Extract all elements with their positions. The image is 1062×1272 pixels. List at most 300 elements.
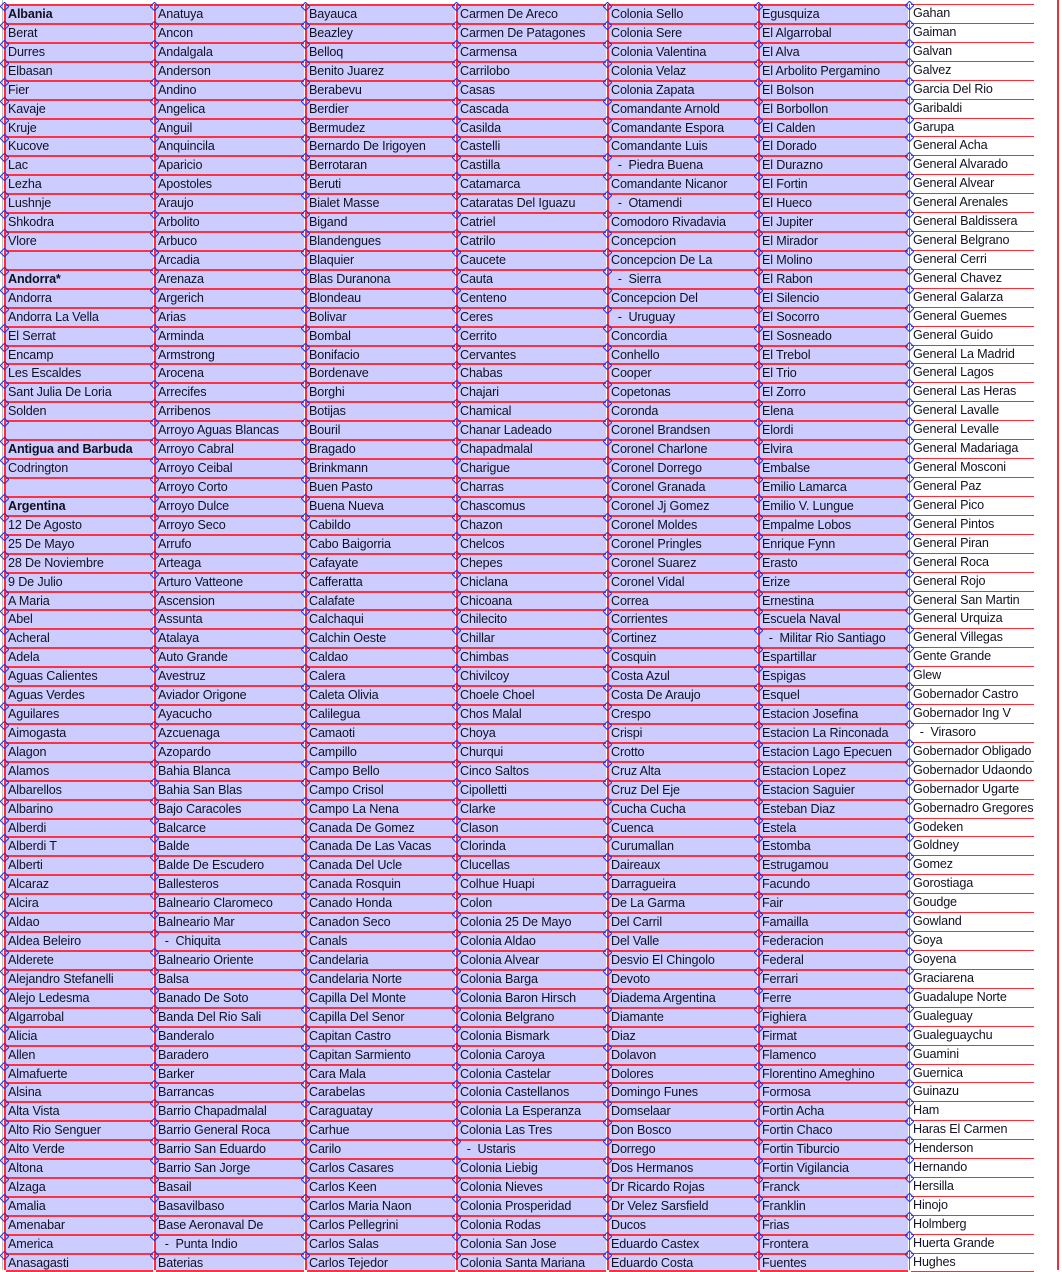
place-entry [760, 99, 908, 118]
place-name: Balneario Claromeco [158, 896, 273, 911]
place-name: Alamos [8, 763, 50, 778]
place-name: Canals [309, 934, 348, 949]
place-entry [458, 723, 606, 742]
place-entry [458, 1045, 606, 1064]
place-entry [458, 950, 606, 969]
place-entry [760, 704, 908, 723]
place-name: Henderson [913, 1141, 974, 1156]
place-entry [156, 193, 304, 212]
place-name: El Arbolito Pergamino [762, 63, 880, 78]
place-entry [156, 1064, 304, 1083]
place-name: Chivilcoy [460, 669, 510, 684]
place-entry [458, 401, 606, 420]
place-name: Balneario Mar [158, 915, 235, 930]
place-entry [609, 1082, 757, 1101]
place-entry [609, 1215, 757, 1234]
place-name: Federacion [762, 934, 824, 949]
place-name: 9 De Julio [8, 574, 63, 589]
place-entry [6, 780, 153, 799]
place-name: Coronel Vidal [611, 574, 685, 589]
place-entry [760, 250, 908, 269]
place-name: Cara Mala [309, 1066, 366, 1081]
place-entry [6, 969, 153, 988]
place-name: Catrilo [460, 234, 496, 249]
index-column-6 [758, 0, 908, 1270]
place-name: Coronel Pringles [611, 536, 702, 551]
place-entry [911, 99, 1034, 118]
place-name: Banda Del Rio Sali [158, 1009, 262, 1024]
place-name: Chimbas [460, 650, 509, 665]
place-entry [458, 1026, 606, 1045]
place-entry [6, 704, 153, 723]
place-name: Barrio General Roca [158, 1123, 270, 1138]
place-entry [6, 855, 153, 874]
place-entry [609, 1101, 757, 1120]
place-entry [307, 515, 455, 534]
place-entry [307, 666, 455, 685]
place-entry [156, 136, 304, 155]
place-name: Chillar [460, 631, 495, 646]
place-entry [760, 1196, 908, 1215]
index-column-1 [4, 0, 153, 1270]
place-name: Erize [762, 574, 790, 589]
place-name: Basavilbaso [158, 1198, 225, 1213]
place-name: Dolavon [611, 1047, 657, 1062]
place-entry [760, 439, 908, 458]
place-name: Anderson [158, 63, 211, 78]
place-name: Anquincila [158, 139, 215, 154]
place-name: De La Garma [611, 896, 685, 911]
place-name: El Molino [762, 252, 813, 267]
place-name: Albarino [8, 801, 54, 816]
place-name: Franck [762, 1180, 800, 1195]
place-entry [156, 1101, 304, 1120]
place-entry [6, 761, 153, 780]
place-entry [609, 458, 757, 477]
place-entry [307, 553, 455, 572]
place-name: Flamenco [762, 1047, 817, 1062]
place-name: Centeno [460, 290, 507, 305]
place-entry [156, 893, 304, 912]
place-entry [156, 212, 304, 231]
place-name: Carabelas [309, 1085, 366, 1100]
place-entry [760, 628, 908, 647]
place-name: - Otamendi [611, 196, 682, 211]
place-entry [156, 250, 304, 269]
place-entry [760, 458, 908, 477]
place-name: Del Valle [611, 934, 660, 949]
place-name: 25 De Mayo [8, 536, 75, 551]
place-entry [307, 1045, 455, 1064]
place-name: Ducos [611, 1217, 646, 1232]
place-entry [911, 363, 1034, 382]
place-name: Caucete [460, 252, 506, 267]
place-entry [760, 1177, 908, 1196]
place-entry [458, 345, 606, 364]
place-entry [307, 1120, 455, 1139]
place-entry [6, 1082, 153, 1101]
place-name: Alberti [8, 858, 43, 873]
place-entry [760, 912, 908, 931]
place-entry [458, 326, 606, 345]
place-entry [760, 212, 908, 231]
place-entry [760, 1045, 908, 1064]
place-entry [307, 855, 455, 874]
place-entry [156, 363, 304, 382]
place-entry [911, 212, 1034, 231]
place-entry [156, 874, 304, 893]
place-entry [307, 534, 455, 553]
place-entry [156, 23, 304, 42]
country-heading [6, 269, 153, 288]
place-entry [911, 174, 1034, 193]
place-entry [760, 799, 908, 818]
place-name: Frontera [762, 1236, 809, 1251]
place-name: Hernando [913, 1160, 968, 1175]
place-entry [609, 136, 757, 155]
place-name: Candelaria [309, 953, 369, 967]
place-name: Kucove [8, 139, 50, 154]
place-name: Concordia [611, 328, 668, 343]
place-entry [458, 174, 606, 193]
place-name: Choele Choel [460, 688, 535, 703]
place-name: Beazley [309, 25, 353, 40]
place-entry [760, 969, 908, 988]
place-name: Altona [8, 1161, 43, 1176]
place-name: Aldea Beleiro [8, 934, 81, 949]
place-entry [156, 666, 304, 685]
place-name: Blondeau [309, 290, 362, 305]
place-name: Brinkmann [309, 461, 368, 476]
place-name: Embalse [762, 461, 810, 476]
place-entry [609, 477, 757, 496]
place-entry [609, 155, 757, 174]
place-name: Gualeguay [913, 1008, 973, 1023]
place-entry [911, 1253, 1034, 1272]
place-name: Colonia Aldao [460, 934, 536, 949]
place-name: Colhue Huapi [460, 877, 535, 892]
place-entry [609, 174, 757, 193]
place-name: Alagon [8, 744, 47, 759]
place-name: Cascada [460, 101, 509, 116]
place-entry [458, 4, 606, 23]
place-entry [156, 591, 304, 610]
place-name: Arroyo Seco [158, 517, 226, 532]
place-entry [156, 931, 304, 950]
place-name: Anguil [158, 120, 193, 135]
place-name: Gente Grande [913, 649, 992, 664]
place-entry [307, 1026, 455, 1045]
place-name: Colonia Velaz [611, 63, 687, 78]
place-entry [911, 307, 1034, 326]
place-entry [760, 515, 908, 534]
place-entry [156, 326, 304, 345]
place-entry [307, 136, 455, 155]
place-name: Colonia Barga [460, 971, 538, 986]
place-entry [156, 912, 304, 931]
place-entry [156, 1026, 304, 1045]
place-name: General Guido [913, 327, 993, 342]
place-entry [307, 496, 455, 515]
place-entry [458, 250, 606, 269]
place-name: Curumallan [611, 839, 674, 854]
place-entry [760, 1234, 908, 1253]
place-entry [6, 250, 153, 269]
place-name: Catamarca [460, 177, 521, 192]
place-entry [156, 855, 304, 874]
place-entry [458, 61, 606, 80]
place-entry [307, 1177, 455, 1196]
place-name: Garupa [913, 119, 955, 134]
place-entry [760, 742, 908, 761]
place-name: Colonia Alvear [460, 953, 540, 967]
place-entry [609, 1045, 757, 1064]
place-entry [6, 1177, 153, 1196]
place-name: Canada De Las Vacas [309, 839, 432, 854]
place-entry [156, 1045, 304, 1064]
place-name: Elvira [762, 442, 793, 457]
place-name: - Uruguay [611, 309, 675, 324]
place-entry [458, 647, 606, 666]
place-entry [156, 1082, 304, 1101]
place-entry [6, 723, 153, 742]
place-entry [307, 836, 455, 855]
index-column-2 [154, 0, 304, 1270]
place-entry [609, 969, 757, 988]
place-entry [760, 1253, 908, 1272]
place-entry [911, 1082, 1034, 1101]
place-name: Copetonas [611, 385, 671, 400]
place-name: Chapadmalal [460, 442, 533, 457]
place-name: General Guemes [913, 308, 1007, 323]
place-entry [911, 628, 1034, 647]
place-name: Aldao [8, 915, 40, 930]
place-entry [458, 704, 606, 723]
place-name: Andorra La Vella [8, 309, 99, 324]
place-name: Cruz Del Eje [611, 782, 680, 797]
place-entry [307, 950, 455, 969]
place-entry [760, 4, 908, 23]
place-entry [6, 193, 153, 212]
place-name: Cabildo [309, 517, 351, 532]
place-entry [6, 231, 153, 250]
place-entry [911, 609, 1034, 628]
place-name: Ernestina [762, 593, 814, 608]
place-entry [6, 1234, 153, 1253]
place-name: Arroyo Dulce [158, 498, 229, 513]
place-name: Berabevu [309, 82, 362, 97]
place-name: Federal [762, 953, 804, 967]
place-name: Colonia San Jose [460, 1236, 557, 1251]
place-name: Alzaga [8, 1180, 46, 1195]
place-entry [6, 515, 153, 534]
place-entry [911, 288, 1034, 307]
country-name: Albania [8, 7, 53, 21]
place-name: Carhue [309, 1123, 350, 1138]
place-name: Chilecito [460, 612, 507, 627]
place-name: Correa [611, 593, 649, 608]
place-name: Arteaga [158, 555, 202, 570]
place-entry [760, 231, 908, 250]
place-entry [609, 420, 757, 439]
place-entry [760, 477, 908, 496]
place-name: Garcia Del Rio [913, 81, 993, 96]
place-entry [6, 477, 153, 496]
place-entry [458, 855, 606, 874]
place-name: Azcuenaga [158, 725, 220, 740]
place-name: Casilda [460, 120, 501, 135]
place-entry [609, 326, 757, 345]
place-entry [609, 931, 757, 950]
place-entry [760, 193, 908, 212]
place-name: Campillo [309, 744, 357, 759]
place-name: Don Bosco [611, 1123, 672, 1138]
place-name: Cerrito [460, 328, 497, 343]
place-entry [609, 572, 757, 591]
place-entry [6, 23, 153, 42]
place-name: Desvio El Chingolo [611, 953, 715, 967]
place-name: General Galarza [913, 289, 1004, 304]
place-name: Arrecifes [158, 385, 207, 400]
place-name: Concepcion De La [611, 252, 713, 267]
place-entry [911, 458, 1034, 477]
place-name: Caleta Olivia [309, 688, 379, 703]
place-name: Carlos Tejedor [309, 1255, 388, 1270]
place-name: Arcadia [158, 252, 200, 267]
place-name: Ferre [762, 990, 792, 1005]
place-entry [760, 1026, 908, 1045]
place-entry [609, 534, 757, 553]
place-entry [458, 477, 606, 496]
place-entry [911, 912, 1034, 931]
place-entry [458, 799, 606, 818]
place-entry [307, 250, 455, 269]
place-entry [609, 988, 757, 1007]
place-entry [307, 572, 455, 591]
place-name: Coronel Granada [611, 480, 706, 494]
place-name: Araujo [158, 196, 194, 211]
place-entry [760, 988, 908, 1007]
place-entry [307, 761, 455, 780]
place-name: Arturo Vatteone [158, 574, 244, 589]
place-entry [6, 950, 153, 969]
place-name: Acheral [8, 631, 50, 646]
place-entry [760, 874, 908, 893]
place-entry [911, 704, 1034, 723]
place-name: General San Martin [913, 592, 1020, 607]
place-name: Estacion La Rinconada [762, 725, 889, 740]
place-name: Algarrobal [8, 1009, 64, 1024]
place-entry [156, 42, 304, 61]
place-entry [911, 818, 1034, 837]
place-name: Churqui [460, 744, 504, 759]
place-name: Encamp [8, 347, 54, 362]
place-entry [156, 269, 304, 288]
place-name: Carlos Salas [309, 1236, 379, 1251]
place-name: Coronel Dorrego [611, 461, 702, 476]
place-name: Candelaria Norte [309, 971, 402, 986]
place-entry [760, 723, 908, 742]
place-entry [609, 591, 757, 610]
place-entry [307, 1215, 455, 1234]
place-entry [307, 61, 455, 80]
place-name: Choya [460, 725, 496, 740]
place-entry [307, 628, 455, 647]
place-name: Elbasan [8, 63, 53, 78]
place-name: Bahia Blanca [158, 763, 231, 778]
place-entry [609, 118, 757, 137]
place-name: Coronel Suarez [611, 555, 697, 570]
place-entry [609, 23, 757, 42]
place-name: - Militar Rio Santiago [762, 631, 886, 646]
place-name: Alta Vista [8, 1104, 60, 1119]
place-entry [609, 553, 757, 572]
place-name: Bajo Caracoles [158, 801, 242, 816]
place-name: Chabas [460, 366, 503, 381]
place-entry [307, 363, 455, 382]
place-entry [458, 761, 606, 780]
place-name: Ancon [158, 25, 193, 40]
place-entry [458, 99, 606, 118]
place-entry [609, 61, 757, 80]
place-entry [6, 288, 153, 307]
place-entry [156, 572, 304, 591]
place-name: Arenaza [158, 271, 204, 286]
place-entry [609, 742, 757, 761]
place-name: Bayauca [309, 7, 357, 21]
place-entry [6, 1139, 153, 1158]
place-entry [911, 874, 1034, 893]
place-name: Escuela Naval [762, 612, 841, 627]
place-name: General La Madrid [913, 346, 1015, 361]
place-name: Darragueira [611, 877, 676, 892]
place-entry [6, 609, 153, 628]
place-entry [760, 931, 908, 950]
place-entry [458, 212, 606, 231]
place-name: Emilio Lamarca [762, 480, 847, 494]
place-entry [760, 855, 908, 874]
place-entry [458, 307, 606, 326]
place-name: Colonia Liebig [460, 1161, 538, 1176]
place-entry [609, 42, 757, 61]
place-name: Arribenos [158, 404, 211, 419]
place-name: Colon [460, 896, 493, 911]
place-name: Arias [158, 309, 186, 324]
place-name: Castelli [460, 139, 501, 154]
place-entry [911, 1064, 1034, 1083]
place-name: Colonia Sere [611, 25, 683, 40]
place-entry [609, 780, 757, 799]
place-entry [458, 1234, 606, 1253]
place-entry [760, 591, 908, 610]
place-entry [609, 1064, 757, 1083]
place-name: Fair [762, 896, 784, 911]
place-entry [760, 761, 908, 780]
place-name: Alderete [8, 953, 54, 967]
place-entry [760, 288, 908, 307]
place-name: Andino [158, 82, 197, 97]
place-entry [458, 818, 606, 837]
place-entry [156, 401, 304, 420]
place-name: Estacion Lago Epecuen [762, 744, 892, 759]
place-name: Coronel Moldes [611, 517, 698, 532]
place-entry [458, 780, 606, 799]
place-entry [307, 269, 455, 288]
place-name: Calchaqui [309, 612, 364, 627]
place-entry [609, 515, 757, 534]
place-entry [6, 99, 153, 118]
place-entry [156, 80, 304, 99]
